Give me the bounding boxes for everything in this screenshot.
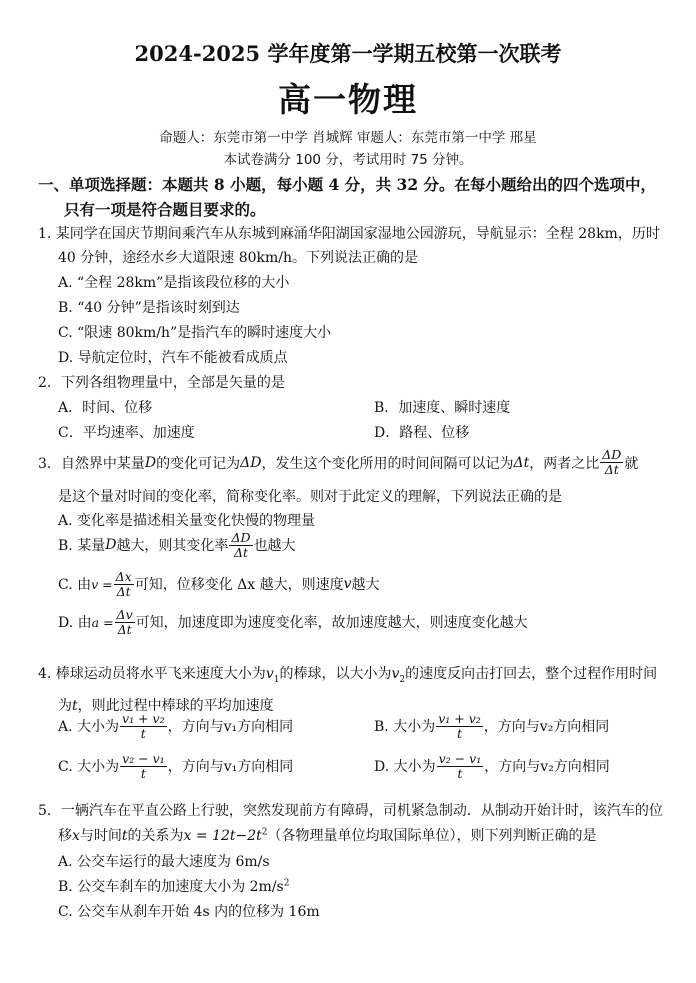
q4-direction: ，方向与v₂方向相同 [484,759,610,775]
q4-option-c [58,748,293,784]
q1-stem-line2: 40 分钟，途经水乡大道限速 80km/h。下列说法正确的是 [58,250,419,266]
q3-optb-part: B. 某量 [58,538,106,554]
fraction-denominator: Δt [116,583,131,599]
q3-optb-fraction [229,531,252,560]
fraction-denominator: t [140,725,146,741]
q3-option-d [58,605,528,639]
fraction-denominator: Δt [233,544,248,560]
q1-option-a: A. “全程 28km”是指该段位移的大小 [58,275,290,291]
q3-optc-part: C. 由 [58,577,92,593]
q5-var-x: x [72,828,80,844]
q4-stem-line1 [38,663,657,685]
q5-optb-text: B. 公交车刹车的加速度大小为 2m/s [58,879,284,895]
q3-stem-part: 的变化可记为 [156,455,241,472]
fraction-numerator: v₂ − v₁ [122,750,165,766]
q4-opt-prefix: B. 大小为 [374,719,436,735]
q4-direction: ，方向与v₂方向相同 [483,719,610,735]
q3-delta-d: ΔD [240,454,262,471]
q4-sub1: 1 [273,674,280,685]
exam-info-line: 本试卷满分 100 分，考试用时 75 分钟。 [223,152,473,168]
q3-optd-fraction [115,608,135,637]
q3-stem-part: ，两者之比 [529,455,600,472]
q5-var-t: t [121,828,128,844]
q3-stem-part: 3．自然界中某量 [38,455,145,472]
q3-optc-part: 可知，位移变化 Δx 越大，则速度 [134,577,344,593]
q5-equation: x = 12t−2t [183,828,262,844]
q4-direction: ，方向与v₁方向相同 [167,759,294,775]
q3-optd-part: 可知，加速度即为速度变化率，故加速度越大，则速度变化越大 [135,615,528,631]
q1-option-b: B. “40 分钟”是指该时刻到达 [58,300,240,316]
q3-stem-line1 [38,448,638,477]
q3-stem-line2: 是这个量对时间的变化率，简称变化率。则对于此定义的理解，下列说法正确的是 [58,489,562,505]
fraction-numerator: v₁ + v₂ [438,710,481,726]
q3-stem-part: ，发生这个变化所用的时间间隔可以记为 [261,455,514,472]
q4-optc-fraction [120,752,167,781]
q5-option-b [58,876,289,896]
fraction-numerator: Δv [116,606,133,622]
q4-stem-part: ，则此过程中棒球的平均加速度 [77,698,274,714]
q3-optc-fraction [114,570,134,599]
q4-stem-part: 为 [58,698,72,714]
q5-option-c: C. 公交车从刹车开始 4s 内的位移为 16m [58,904,320,920]
fraction-numerator: ΔD [602,447,622,462]
fraction-denominator: t [456,725,462,741]
q4-optb-fraction [436,712,483,741]
exam-title: 2024-2025 学年度第一学期五校第一次联考 [134,41,562,66]
q3-stem-part: 就 [624,455,639,472]
q5-stem-part: 与时间 [79,828,122,844]
q4-sub2: 2 [399,674,406,685]
q4-option-a [58,708,293,744]
q3-optd-eq: a = [91,614,114,630]
q4-opt-prefix: C. 大小为 [58,759,120,775]
q1-option-c: C. “限速 80km/h”是指汽车的瞬时速度大小 [58,325,332,341]
q2-option-b: B．加速度、瞬时速度 [374,400,511,416]
q3-optd-part: D. 由 [58,615,92,631]
q2-option-c: C．平均速率、加速度 [58,425,195,441]
subject-title: 高一物理 [278,80,418,119]
q4-stem-part: 的棒球，以大小为 [279,666,392,682]
q3-option-b [58,528,296,562]
q1-stem-line1: 1. 某同学在国庆节期间乘汽车从东城到麻涌华阳湖国家湿地公园游玩，导航显示：全程 28km，历时 [38,226,660,242]
q4-opta-fraction [120,712,167,741]
q2-option-a: A．时间、位移 [58,400,153,416]
fraction-denominator: t [140,765,146,781]
q2-stem: 2．下列各组物理量中，全部是矢量的是 [38,375,285,391]
q4-var-v1: v [265,666,274,682]
q4-opt-prefix: D. 大小为 [374,759,436,775]
q4-var-t: t [72,698,78,714]
q3-optb-part: 越大，则其变化率 [116,538,229,554]
q3-optc-eq: v = [91,576,113,592]
q3-delta-t: Δt [513,454,530,471]
q3-option-c [58,567,380,601]
q3-optc-part: 越大 [351,577,380,593]
q2-option-d: D．路程、位移 [374,425,470,441]
fraction-numerator: ΔD [231,529,251,545]
q3-ratio-fraction [600,448,623,477]
fraction-denominator: Δt [604,462,619,477]
q4-optd-fraction [437,752,484,781]
q4-var-v2: v [391,666,400,682]
q3-optb-part: 也越大 [253,538,296,554]
q5-stem-line2 [58,825,597,845]
q3-optb-var-d: D [105,537,117,553]
q5-stem-part: （各物理量单位均取国际单位），则下列判断正确的是 [267,828,597,844]
q5-optb-exponent: 2 [283,878,290,889]
q5-stem-part: 移 [58,828,72,844]
q5-stem-part: 的关系为 [127,828,184,844]
q4-opt-prefix: A. 大小为 [58,719,120,735]
q3-optc-var-v: v [343,576,352,592]
q3-option-a: A. 变化率是描述相关量变化快慢的物理量 [58,513,316,529]
q4-stem-part: 4. 棒球运动员将水平飞来速度大小为 [38,666,266,682]
fraction-numerator: v₂ − v₁ [438,750,482,766]
fraction-numerator: Δx [115,568,132,584]
q4-direction: ，方向与v₁方向相同 [167,719,294,735]
q5-equation-exponent: 2 [261,827,268,838]
q3-var-d: D [144,454,157,471]
section-heading-line2: 只有一项是符合题目要求的。 [64,200,266,219]
q4-stem-part: 的速度反向击打回去，整个过程作用时间 [405,666,658,682]
fraction-denominator: t [457,765,463,781]
authors-line: 命题人：东莞市第一中学 肖城辉 审题人：东莞市第一中学 邢星 [159,130,537,146]
fraction-numerator: v₁ + v₂ [122,710,165,726]
q5-option-a: A. 公交车运行的最大速度为 6m/s [58,854,270,870]
q1-option-d: D. 导航定位时，汽车不能被看成质点 [58,350,288,366]
q4-option-d [374,748,610,784]
q4-option-b [374,708,609,744]
fraction-denominator: Δt [117,621,132,637]
q5-stem-line1: 5．一辆汽车在平直公路上行驶，突然发现前方有障碍，司机紧急制动．从制动开始计时，该汽车的位 [38,803,663,819]
section-heading-line1: 一、单项选择题：本题共 8 小题，每小题 4 分，共 32 分。在每小题给出的四个选项中， [38,175,657,194]
